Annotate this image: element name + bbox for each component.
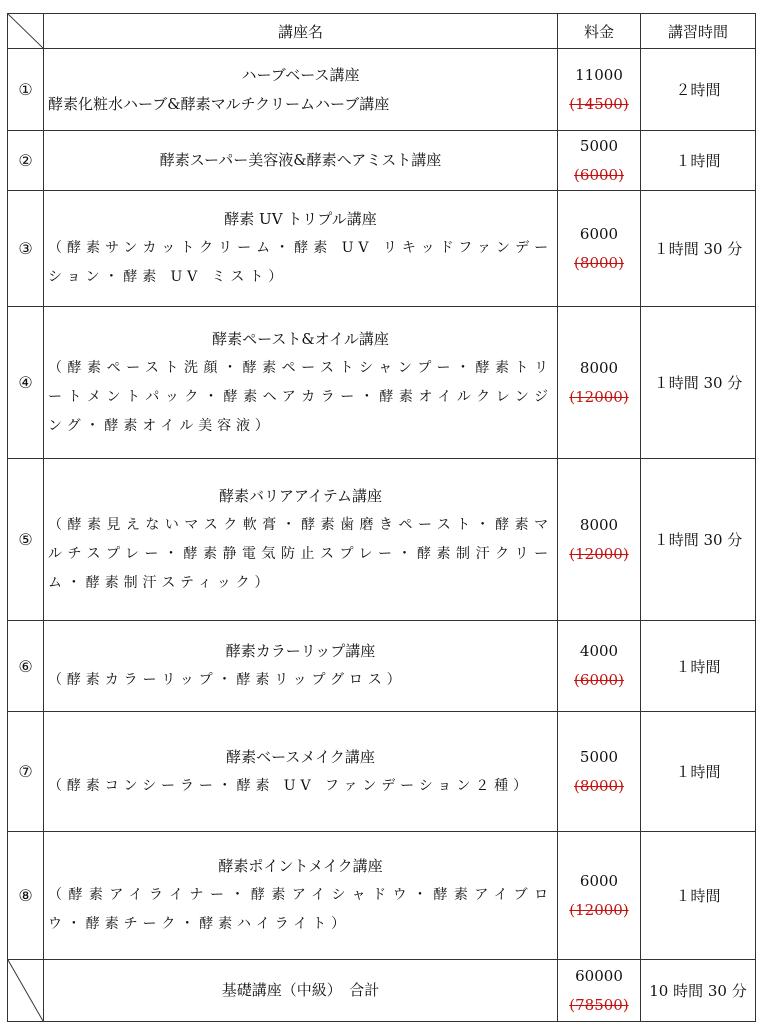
course-price-cell	[558, 191, 641, 307]
course-row	[8, 459, 756, 621]
course-row	[8, 832, 756, 960]
course-duration: １時間	[641, 131, 756, 191]
course-name-cell	[44, 621, 558, 712]
course-row	[8, 307, 756, 459]
course-title: 酵素カラーリップ講座	[225, 642, 376, 660]
course-detail: （酵素見えないマスク軟膏・酵素歯磨きペースト・酵素マルチスプレー・酵素静電気防止スプレー・酵素制汗クリーム・酵素制汗スティック）	[48, 516, 553, 591]
course-name-cell	[44, 307, 558, 459]
course-price: 6000	[579, 224, 619, 243]
course-duration: １時間 30 分	[641, 191, 756, 307]
total-label: 基礎講座（中級） 合計	[44, 960, 558, 1022]
course-old-price: (12000)	[569, 900, 629, 919]
course-old-price: (12000)	[569, 387, 629, 406]
header-course-name: 講座名	[44, 14, 558, 49]
course-price-cell	[558, 621, 641, 712]
course-price-cell	[558, 459, 641, 621]
course-old-price: (12000)	[569, 544, 629, 563]
course-row	[8, 621, 756, 712]
course-name-cell	[44, 712, 558, 832]
course-detail: 酵素化粧水ハーブ&酵素マルチクリームハーブ講座	[48, 94, 390, 113]
course-number: ⑦	[8, 712, 44, 832]
course-title: 酵素 UV トリプル講座	[224, 210, 377, 228]
course-price-cell	[558, 712, 641, 832]
course-duration: １時間	[641, 712, 756, 832]
course-row	[8, 191, 756, 307]
header-diagonal-cell	[8, 14, 44, 49]
header-row	[8, 14, 756, 49]
course-number: ⑤	[8, 459, 44, 621]
course-detail: （酵素サンカットクリーム・酵素 UV リキッドファンデーション・酵素 UV ミスト）	[48, 240, 553, 285]
course-number: ④	[8, 307, 44, 459]
total-old-price: (78500)	[569, 995, 629, 1014]
course-title: 酵素ポイントメイク講座	[218, 857, 383, 875]
course-price-cell	[558, 832, 641, 960]
course-row	[8, 49, 756, 131]
course-title: ハーブベース講座	[241, 65, 360, 84]
course-table	[7, 13, 756, 1022]
course-detail: （酵素ペースト洗顔・酵素ペーストシャンプー・酵素トリートメントパック・酵素ヘアカラー・酵素オイルクレンジング・酵素オイル美容液）	[48, 359, 553, 434]
total-price-cell	[558, 960, 641, 1022]
course-name-cell	[44, 459, 558, 621]
course-price: 5000	[579, 136, 619, 155]
course-old-price: (8000)	[574, 253, 624, 272]
total-row	[8, 960, 756, 1022]
course-name-cell	[44, 191, 558, 307]
course-old-price: (6000)	[574, 165, 624, 184]
course-price-cell	[558, 49, 641, 131]
header-time: 講習時間	[641, 14, 756, 49]
course-price: 5000	[579, 747, 619, 766]
course-detail: （酵素コンシーラー・酵素 UV ファンデーション２種）	[48, 777, 532, 794]
header-price: 料金	[558, 14, 641, 49]
course-name-cell	[44, 49, 558, 131]
course-title: 酵素バリアアイテム講座	[219, 486, 382, 505]
total-price: 60000	[575, 966, 623, 985]
course-number: ⑥	[8, 621, 44, 712]
course-price: 4000	[579, 642, 619, 660]
course-detail: （酵素カラーリップ・酵素リップグロス）	[48, 672, 406, 688]
course-duration: １時間 30 分	[641, 307, 756, 459]
course-price: 8000	[579, 515, 619, 534]
course-row	[8, 131, 756, 191]
course-price: 6000	[579, 871, 619, 890]
course-price-cell	[558, 131, 641, 191]
course-number: ⑧	[8, 832, 44, 960]
course-detail: （酵素アイライナー・酵素アイシャドウ・酵素アイブロウ・酵素チーク・酵素ハイライト）	[48, 887, 553, 932]
course-title: 酵素ペースト&オイル講座	[212, 329, 389, 348]
course-number: ③	[8, 191, 44, 307]
course-duration: １時間	[641, 832, 756, 960]
course-price-cell	[558, 307, 641, 459]
course-title: 酵素ベースメイク講座	[226, 747, 375, 766]
course-old-price: (14500)	[569, 94, 629, 113]
course-name-cell	[44, 131, 558, 191]
course-old-price: (8000)	[574, 776, 624, 795]
course-number: ①	[8, 49, 44, 131]
course-number: ②	[8, 131, 44, 191]
course-duration: １時間	[641, 621, 756, 712]
course-title: 酵素スーパー美容液&酵素ヘアミスト講座	[159, 151, 442, 169]
course-row	[8, 712, 756, 832]
course-duration: １時間 30 分	[641, 459, 756, 621]
course-old-price: (6000)	[574, 671, 624, 689]
course-name-cell	[44, 832, 558, 960]
total-duration: 10 時間 30 分	[641, 960, 756, 1022]
total-diagonal-cell	[8, 960, 44, 1022]
course-duration: ２時間	[641, 49, 756, 131]
course-price: 11000	[575, 65, 623, 84]
course-price: 8000	[579, 358, 619, 377]
